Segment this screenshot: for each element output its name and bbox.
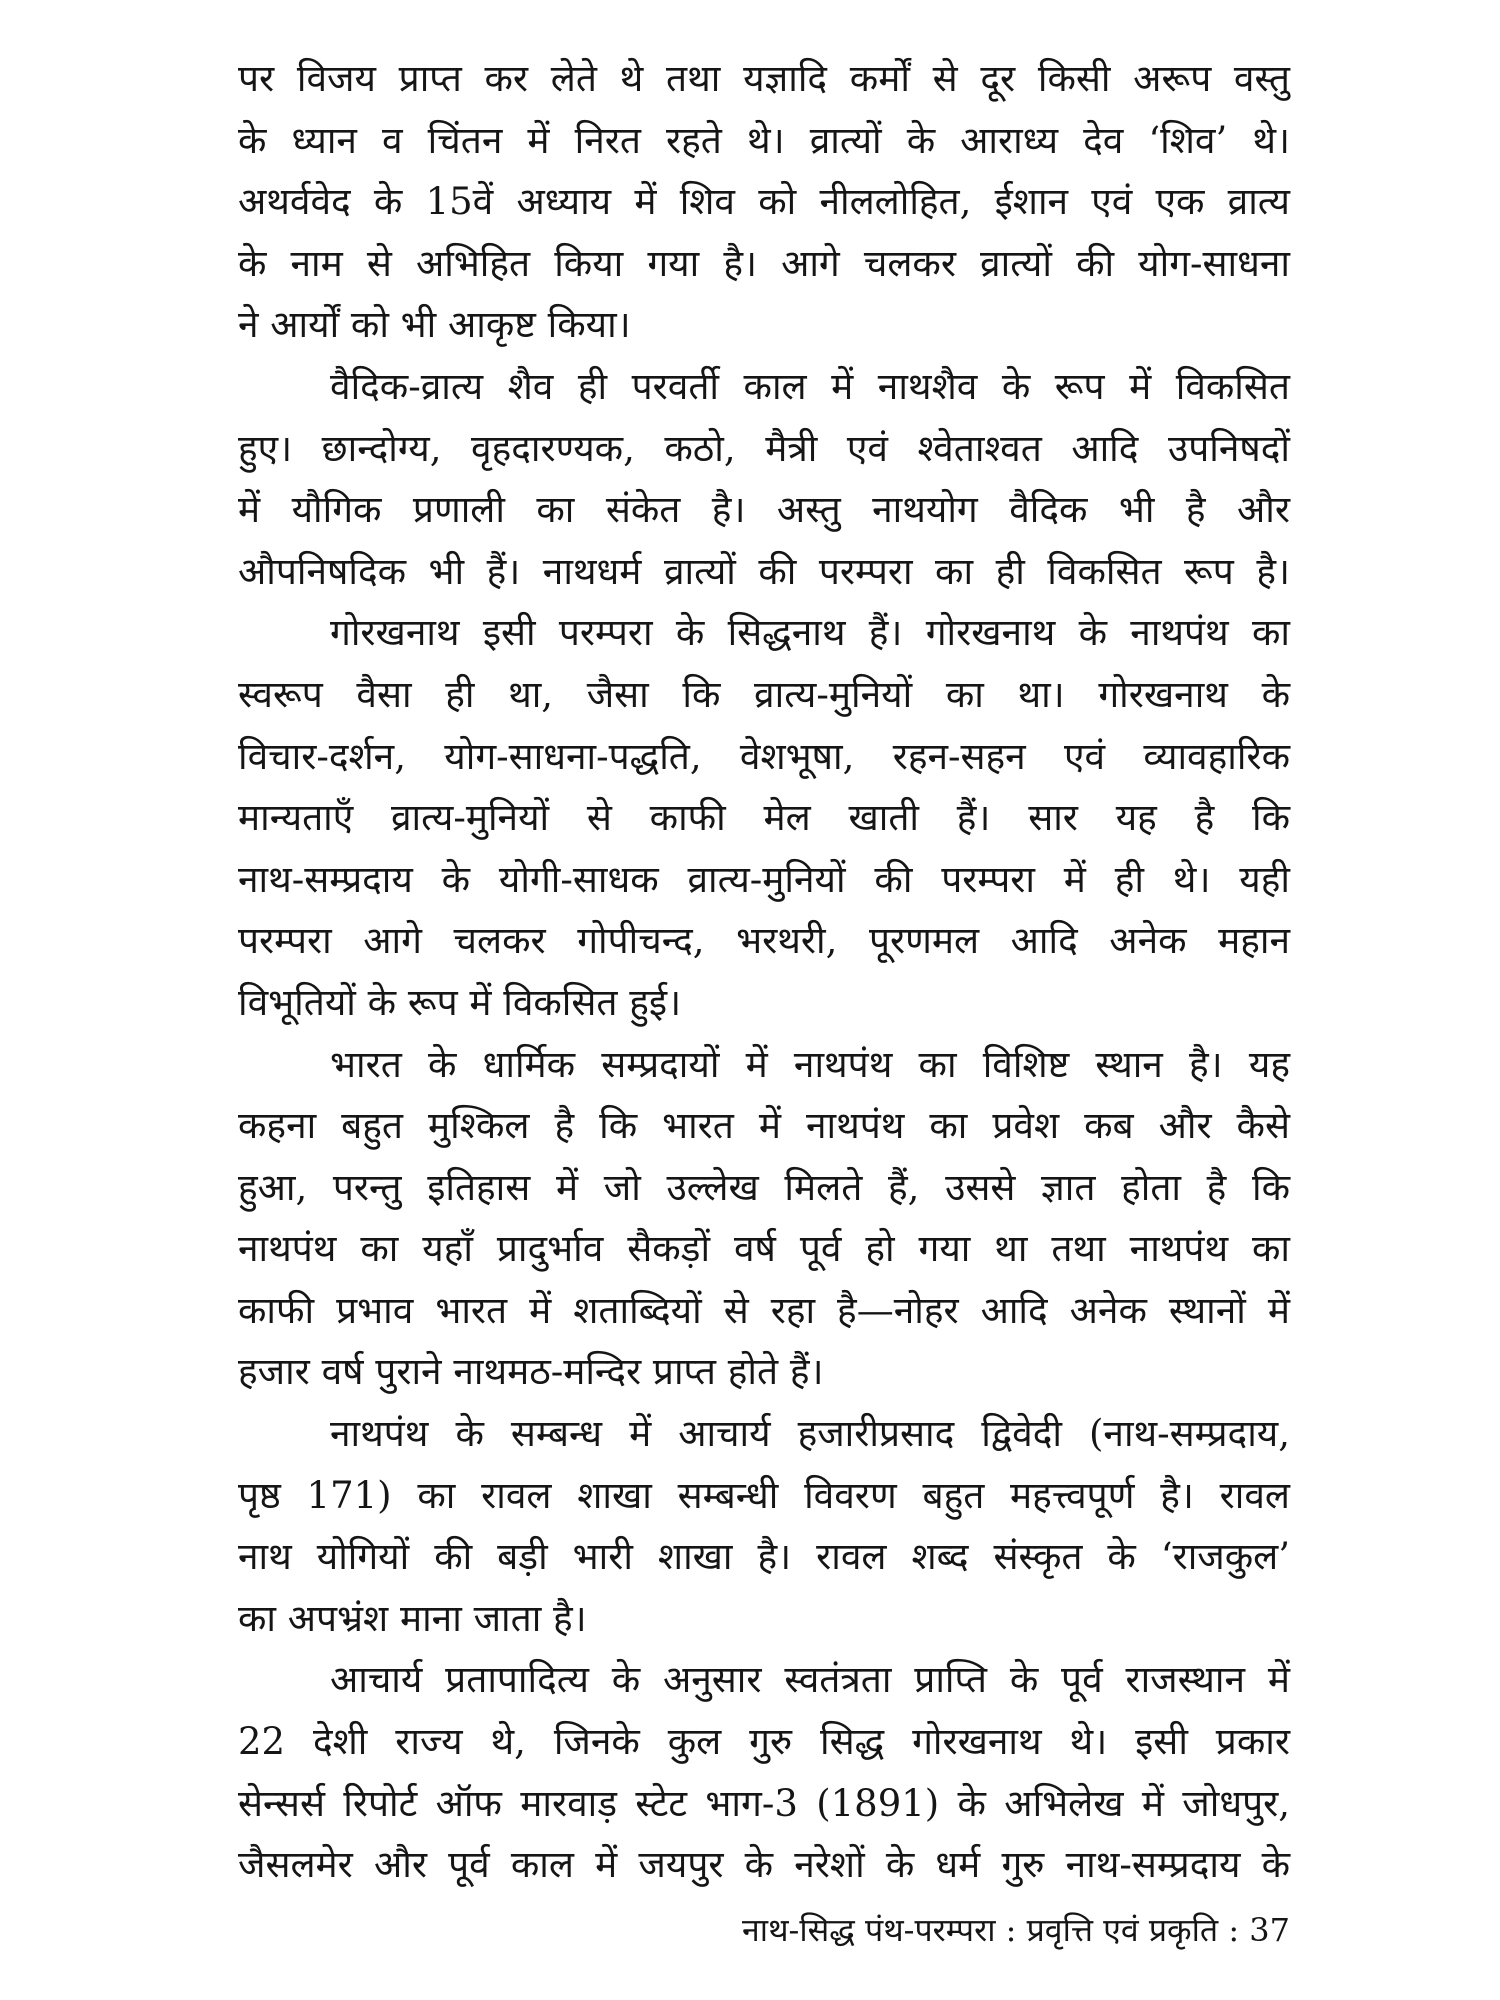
text-line: के नाम से अभिहित किया गया है। आगे चलकर व्रात्यों की योग-साधना	[238, 241, 1290, 285]
text-line: नाथ योगियों की बड़ी भारी शाखा है। रावल शब्द संस्कृत के ‘राजकुल’	[238, 1535, 1290, 1579]
text-line: अथर्ववेद के 15वें अध्याय में शिव को नीललोहित, ईशान एवं एक व्रात्य	[238, 180, 1290, 224]
paragraph	[238, 1034, 1290, 1404]
text-line: नाथपंथ का यहाँ प्रादुर्भाव सैकड़ों वर्ष पूर्व हो गया था तथा नाथपंथ का	[238, 1227, 1290, 1271]
running-title: नाथ-सिद्ध पंथ-परम्परा : प्रवृत्ति एवं प्रकृति	[742, 1911, 1219, 1949]
footer-separator: :	[1228, 1911, 1240, 1949]
paragraph	[238, 602, 1290, 1033]
text-line: पर विजय प्राप्त कर लेते थे तथा यज्ञादि कर्मों से दूर किसी अरूप वस्तु	[238, 57, 1290, 100]
paragraph	[238, 1403, 1290, 1649]
text-line: काफी प्रभाव भारत में शताब्दियों से रहा है—नोहर आदि अनेक स्थानों में	[238, 1288, 1290, 1332]
text-line: आचार्य प्रतापादित्य के अनुसार स्वतंत्रता प्राप्ति के पूर्व राजस्थान में	[330, 1658, 1290, 1702]
text-line: 22 देशी राज्य थे, जिनके कुल गुरु सिद्ध गोरखनाथ थे। इसी प्रकार	[238, 1720, 1290, 1764]
text-line: सेन्सर्स रिपोर्ट ऑफ मारवाड़ स्टेट भाग-3 (1891) के अभिलेख में जोधपुर,	[238, 1781, 1290, 1825]
paragraph	[238, 48, 1290, 356]
paragraph	[238, 356, 1290, 602]
text-line: ने आर्यों को भी आकृष्ट किया।	[238, 303, 631, 347]
text-line: मान्यताएँ व्रात्य-मुनियों से काफी मेल खाती हैं। सार यह है कि	[238, 796, 1290, 840]
text-line: कहना बहुत मुश्किल है कि भारत में नाथपंथ का प्रवेश कब और कैसे	[238, 1104, 1290, 1148]
body-text	[238, 48, 1290, 1896]
paragraph	[238, 1649, 1290, 1895]
text-line: भारत के धार्मिक सम्प्रदायों में नाथपंथ का विशिष्ट स्थान है। यह	[330, 1042, 1290, 1086]
text-line: परम्परा आगे चलकर गोपीचन्द, भरथरी, पूरणमल आदि अनेक महान	[238, 919, 1290, 963]
text-line: नाथ-सम्प्रदाय के योगी-साधक व्रात्य-मुनियों की परम्परा में ही थे। यही	[238, 857, 1290, 901]
text-line: का अपभ्रंश माना जाता है।	[238, 1596, 587, 1640]
text-line: विभूतियों के रूप में विकसित हुई।	[238, 980, 682, 1024]
text-line: के ध्यान व चिंतन में निरत रहते थे। व्रात्यों के आराध्य देव ‘शिव’ थे।	[238, 118, 1290, 162]
page-footer	[640, 1908, 1290, 1952]
text-line: हजार वर्ष पुराने नाथमठ-मन्दिर प्राप्त होते हैं।	[238, 1350, 824, 1394]
text-line: वैदिक-व्रात्य शैव ही परवर्ती काल में नाथशैव के रूप में विकसित	[330, 364, 1290, 408]
text-line: हुआ, परन्तु इतिहास में जो उल्लेख मिलते हैं, उससे ज्ञात होता है कि	[238, 1165, 1290, 1209]
text-line: जैसलमेर और पूर्व काल में जयपुर के नरेशों के धर्म गुरु नाथ-सम्प्रदाय के	[238, 1843, 1290, 1887]
text-line: पृष्ठ 171) का रावल शाखा सम्बन्धी विवरण बहुत महत्त्वपूर्ण है। रावल	[238, 1473, 1290, 1517]
text-line: औपनिषदिक भी हैं। नाथधर्म व्रात्यों की परम्परा का ही विकसित रूप है।	[238, 549, 1290, 593]
text-line: हुए। छान्दोग्य, वृहदारण्यक, कठो, मैत्री एवं श्वेताश्वत आदि उपनिषदों	[238, 426, 1290, 470]
text-line: स्वरूप वैसा ही था, जैसा कि व्रात्य-मुनियों का था। गोरखनाथ के	[238, 672, 1290, 716]
text-line: गोरखनाथ इसी परम्परा के सिद्धनाथ हैं। गोरखनाथ के नाथपंथ का	[330, 611, 1290, 655]
page-number: 37	[1249, 1911, 1290, 1949]
text-line: में यौगिक प्रणाली का संकेत है। अस्तु नाथयोग वैदिक भी है और	[238, 488, 1290, 532]
text-line: विचार-दर्शन, योग-साधना-पद्धति, वेशभूषा, रहन-सहन एवं व्यावहारिक	[238, 734, 1290, 778]
text-line: नाथपंथ के सम्बन्ध में आचार्य हजारीप्रसाद द्विवेदी (नाथ-सम्प्रदाय,	[330, 1412, 1290, 1456]
